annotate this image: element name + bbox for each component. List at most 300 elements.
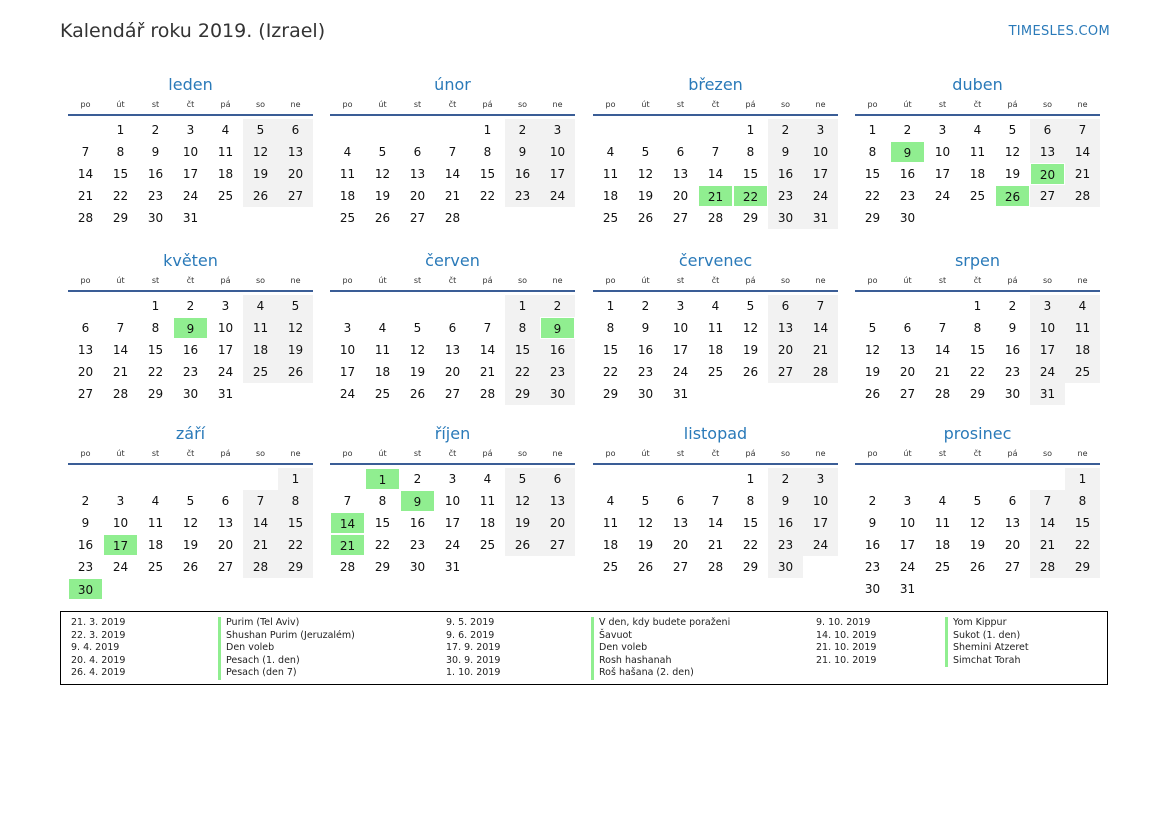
day[interactable]: 28 <box>1065 185 1100 207</box>
holiday-day[interactable]: 26 <box>995 185 1030 207</box>
holiday-day[interactable]: 9 <box>173 317 208 339</box>
day[interactable]: 10 <box>803 490 838 512</box>
day[interactable]: 29 <box>147 387 164 401</box>
day[interactable]: 28 <box>479 387 496 401</box>
day[interactable]: 15 <box>602 343 619 357</box>
day[interactable]: 26 <box>278 361 313 383</box>
day[interactable]: 10 <box>217 321 234 335</box>
day[interactable]: 4 <box>243 295 278 317</box>
day[interactable]: 9 <box>768 490 803 512</box>
day[interactable]: 12 <box>409 343 426 357</box>
day[interactable]: 21 <box>77 189 94 203</box>
day[interactable]: 15 <box>278 512 313 534</box>
day[interactable]: 15 <box>969 343 986 357</box>
day[interactable]: 6 <box>768 295 803 317</box>
day[interactable]: 11 <box>934 516 951 530</box>
day[interactable]: 22 <box>147 365 164 379</box>
day[interactable]: 13 <box>444 343 461 357</box>
day[interactable]: 2 <box>505 119 540 141</box>
day[interactable]: 15 <box>147 343 164 357</box>
day[interactable]: 19 <box>374 189 391 203</box>
day[interactable]: 7 <box>938 321 947 335</box>
day[interactable]: 17 <box>672 343 689 357</box>
day[interactable]: 9 <box>505 141 540 163</box>
day[interactable]: 21 <box>243 534 278 556</box>
day[interactable]: 6 <box>676 145 685 159</box>
day[interactable]: 11 <box>374 343 391 357</box>
day[interactable]: 29 <box>742 211 759 225</box>
day[interactable]: 27 <box>768 361 803 383</box>
day[interactable]: 25 <box>217 189 234 203</box>
day[interactable]: 14 <box>77 167 94 181</box>
day[interactable]: 15 <box>374 516 391 530</box>
day[interactable]: 3 <box>903 494 912 508</box>
day[interactable]: 27 <box>409 211 426 225</box>
day[interactable]: 30 <box>899 211 916 225</box>
day[interactable]: 15 <box>864 167 881 181</box>
day[interactable]: 27 <box>899 387 916 401</box>
day[interactable]: 12 <box>1004 145 1021 159</box>
day[interactable]: 29 <box>1065 556 1100 578</box>
day[interactable]: 18 <box>602 538 619 552</box>
day[interactable]: 18 <box>339 189 356 203</box>
day[interactable]: 25 <box>934 560 951 574</box>
day[interactable]: 6 <box>278 119 313 141</box>
day[interactable]: 11 <box>602 167 619 181</box>
day[interactable]: 5 <box>278 295 313 317</box>
day[interactable]: 30 <box>182 387 199 401</box>
day[interactable]: 4 <box>938 494 947 508</box>
day[interactable]: 11 <box>602 516 619 530</box>
day[interactable]: 25 <box>243 361 278 383</box>
day[interactable]: 4 <box>343 145 352 159</box>
day[interactable]: 2 <box>413 472 422 486</box>
day[interactable]: 19 <box>243 163 278 185</box>
day[interactable]: 4 <box>606 494 615 508</box>
day[interactable]: 7 <box>1065 119 1100 141</box>
day[interactable]: 4 <box>151 494 160 508</box>
day[interactable]: 16 <box>147 167 164 181</box>
day[interactable]: 9 <box>151 145 160 159</box>
day[interactable]: 18 <box>374 365 391 379</box>
day[interactable]: 8 <box>505 317 540 339</box>
day[interactable]: 25 <box>707 365 724 379</box>
day[interactable]: 8 <box>746 145 755 159</box>
day[interactable]: 3 <box>1030 295 1065 317</box>
day[interactable]: 19 <box>278 339 313 361</box>
day[interactable]: 2 <box>641 299 650 313</box>
day[interactable]: 22 <box>505 361 540 383</box>
day[interactable]: 7 <box>116 321 125 335</box>
day[interactable]: 10 <box>899 516 916 530</box>
day[interactable]: 15 <box>479 167 496 181</box>
day[interactable]: 14 <box>479 343 496 357</box>
day[interactable]: 21 <box>479 365 496 379</box>
day[interactable]: 13 <box>1004 516 1021 530</box>
day[interactable]: 25 <box>602 560 619 574</box>
day[interactable]: 8 <box>868 145 877 159</box>
day[interactable]: 25 <box>1065 361 1100 383</box>
day[interactable]: 13 <box>672 516 689 530</box>
day[interactable]: 4 <box>973 123 982 137</box>
day[interactable]: 8 <box>973 321 982 335</box>
day[interactable]: 24 <box>444 538 461 552</box>
day[interactable]: 2 <box>768 468 803 490</box>
day[interactable]: 17 <box>540 163 575 185</box>
day[interactable]: 10 <box>112 516 129 530</box>
day[interactable]: 2 <box>186 299 195 313</box>
day[interactable]: 26 <box>742 365 759 379</box>
day[interactable]: 13 <box>409 167 426 181</box>
day[interactable]: 24 <box>112 560 129 574</box>
day[interactable]: 18 <box>479 516 496 530</box>
day[interactable]: 15 <box>505 339 540 361</box>
day[interactable]: 19 <box>864 365 881 379</box>
day[interactable]: 12 <box>505 490 540 512</box>
day[interactable]: 4 <box>711 299 720 313</box>
day[interactable]: 23 <box>540 361 575 383</box>
day[interactable]: 6 <box>81 321 90 335</box>
day[interactable]: 3 <box>448 472 457 486</box>
day[interactable]: 29 <box>742 560 759 574</box>
day[interactable]: 14 <box>707 516 724 530</box>
day[interactable]: 11 <box>1065 317 1100 339</box>
day[interactable]: 2 <box>151 123 160 137</box>
day[interactable]: 22 <box>602 365 619 379</box>
day[interactable]: 1 <box>151 299 160 313</box>
day[interactable]: 18 <box>243 339 278 361</box>
day[interactable]: 16 <box>899 167 916 181</box>
day[interactable]: 20 <box>540 512 575 534</box>
day[interactable]: 13 <box>1030 141 1065 163</box>
day[interactable]: 2 <box>81 494 90 508</box>
day[interactable]: 20 <box>409 189 426 203</box>
day[interactable]: 23 <box>147 189 164 203</box>
day[interactable]: 20 <box>77 365 94 379</box>
holiday-day[interactable]: 14 <box>330 512 365 534</box>
day[interactable]: 8 <box>483 145 492 159</box>
day[interactable]: 6 <box>221 494 230 508</box>
day[interactable]: 23 <box>899 189 916 203</box>
day[interactable]: 25 <box>479 538 496 552</box>
day[interactable]: 23 <box>409 538 426 552</box>
day[interactable]: 29 <box>374 560 391 574</box>
day[interactable]: 21 <box>444 189 461 203</box>
day[interactable]: 5 <box>973 494 982 508</box>
day[interactable]: 11 <box>147 516 164 530</box>
day[interactable]: 1 <box>505 295 540 317</box>
day[interactable]: 13 <box>768 317 803 339</box>
day[interactable]: 28 <box>339 560 356 574</box>
day[interactable]: 24 <box>217 365 234 379</box>
day[interactable]: 2 <box>540 295 575 317</box>
day[interactable]: 18 <box>602 189 619 203</box>
day[interactable]: 18 <box>969 167 986 181</box>
day[interactable]: 20 <box>672 538 689 552</box>
day[interactable]: 5 <box>641 145 650 159</box>
day[interactable]: 28 <box>803 361 838 383</box>
day[interactable]: 9 <box>641 321 650 335</box>
day[interactable]: 14 <box>707 167 724 181</box>
day[interactable]: 16 <box>768 512 803 534</box>
day[interactable]: 7 <box>483 321 492 335</box>
day[interactable]: 12 <box>864 343 881 357</box>
day[interactable]: 21 <box>707 538 724 552</box>
day[interactable]: 24 <box>803 534 838 556</box>
day[interactable]: 29 <box>602 387 619 401</box>
day[interactable]: 12 <box>637 516 654 530</box>
day[interactable]: 21 <box>934 365 951 379</box>
day[interactable]: 22 <box>969 365 986 379</box>
day[interactable]: 20 <box>1004 538 1021 552</box>
day[interactable]: 16 <box>768 163 803 185</box>
day[interactable]: 17 <box>803 512 838 534</box>
day[interactable]: 1 <box>483 123 492 137</box>
day[interactable]: 3 <box>938 123 947 137</box>
day[interactable]: 7 <box>243 490 278 512</box>
day[interactable]: 17 <box>934 167 951 181</box>
day[interactable]: 16 <box>505 163 540 185</box>
day[interactable]: 12 <box>374 167 391 181</box>
day[interactable]: 23 <box>768 185 803 207</box>
day[interactable]: 21 <box>112 365 129 379</box>
day[interactable]: 19 <box>742 343 759 357</box>
day[interactable]: 23 <box>1004 365 1021 379</box>
day[interactable]: 17 <box>182 167 199 181</box>
day[interactable]: 26 <box>374 211 391 225</box>
day[interactable]: 29 <box>278 556 313 578</box>
day[interactable]: 16 <box>182 343 199 357</box>
day[interactable]: 7 <box>448 145 457 159</box>
day[interactable]: 26 <box>243 185 278 207</box>
day[interactable]: 17 <box>339 365 356 379</box>
day[interactable]: 16 <box>1004 343 1021 357</box>
day[interactable]: 6 <box>540 468 575 490</box>
day[interactable]: 28 <box>444 211 461 225</box>
day[interactable]: 16 <box>864 538 881 552</box>
day[interactable]: 8 <box>151 321 160 335</box>
day[interactable]: 12 <box>969 516 986 530</box>
day[interactable]: 6 <box>413 145 422 159</box>
day[interactable]: 31 <box>444 560 461 574</box>
day[interactable]: 31 <box>217 387 234 401</box>
day[interactable]: 3 <box>803 468 838 490</box>
day[interactable]: 11 <box>479 494 496 508</box>
day[interactable]: 10 <box>444 494 461 508</box>
holiday-day[interactable]: 21 <box>330 534 365 556</box>
day[interactable]: 6 <box>448 321 457 335</box>
day[interactable]: 12 <box>742 321 759 335</box>
day[interactable]: 25 <box>147 560 164 574</box>
day[interactable]: 10 <box>934 145 951 159</box>
day[interactable]: 3 <box>186 123 195 137</box>
day[interactable]: 5 <box>746 299 755 313</box>
day[interactable]: 28 <box>707 560 724 574</box>
day[interactable]: 7 <box>343 494 352 508</box>
day[interactable]: 23 <box>182 365 199 379</box>
day[interactable]: 4 <box>221 123 230 137</box>
day[interactable]: 26 <box>637 211 654 225</box>
day[interactable]: 30 <box>1004 387 1021 401</box>
day[interactable]: 9 <box>768 141 803 163</box>
day[interactable]: 15 <box>1065 512 1100 534</box>
day[interactable]: 21 <box>1065 163 1100 185</box>
day[interactable]: 16 <box>77 538 94 552</box>
holiday-day[interactable]: 20 <box>1030 163 1065 185</box>
day[interactable]: 20 <box>278 163 313 185</box>
day[interactable]: 26 <box>637 560 654 574</box>
day[interactable]: 10 <box>540 141 575 163</box>
day[interactable]: 9 <box>81 516 90 530</box>
day[interactable]: 10 <box>1030 317 1065 339</box>
day[interactable]: 19 <box>182 538 199 552</box>
day[interactable]: 22 <box>112 189 129 203</box>
day[interactable]: 15 <box>112 167 129 181</box>
day[interactable]: 2 <box>768 119 803 141</box>
day[interactable]: 16 <box>540 339 575 361</box>
day[interactable]: 6 <box>903 321 912 335</box>
day[interactable]: 19 <box>637 189 654 203</box>
day[interactable]: 18 <box>707 343 724 357</box>
day[interactable]: 19 <box>637 538 654 552</box>
day[interactable]: 6 <box>676 494 685 508</box>
day[interactable]: 30 <box>768 207 803 229</box>
day[interactable]: 27 <box>540 534 575 556</box>
day[interactable]: 5 <box>1008 123 1017 137</box>
day[interactable]: 13 <box>77 343 94 357</box>
day[interactable]: 19 <box>969 538 986 552</box>
day[interactable]: 31 <box>182 211 199 225</box>
day[interactable]: 1 <box>606 299 615 313</box>
day[interactable]: 5 <box>868 321 877 335</box>
day[interactable]: 10 <box>182 145 199 159</box>
day[interactable]: 24 <box>934 189 951 203</box>
day[interactable]: 25 <box>374 387 391 401</box>
day[interactable]: 20 <box>444 365 461 379</box>
day[interactable]: 24 <box>182 189 199 203</box>
day[interactable]: 1 <box>746 472 755 486</box>
day[interactable]: 14 <box>444 167 461 181</box>
day[interactable]: 14 <box>1065 141 1100 163</box>
day[interactable]: 28 <box>243 556 278 578</box>
day[interactable]: 18 <box>147 538 164 552</box>
holiday-day[interactable]: 1 <box>365 468 400 490</box>
day[interactable]: 11 <box>339 167 356 181</box>
day[interactable]: 28 <box>77 211 94 225</box>
day[interactable]: 25 <box>602 211 619 225</box>
day[interactable]: 11 <box>217 145 234 159</box>
day[interactable]: 22 <box>374 538 391 552</box>
day[interactable]: 17 <box>899 538 916 552</box>
holiday-day[interactable]: 9 <box>540 317 575 339</box>
day[interactable]: 12 <box>182 516 199 530</box>
day[interactable]: 19 <box>409 365 426 379</box>
day[interactable]: 22 <box>278 534 313 556</box>
day[interactable]: 5 <box>186 494 195 508</box>
day[interactable]: 22 <box>742 538 759 552</box>
day[interactable]: 24 <box>899 560 916 574</box>
day[interactable]: 4 <box>378 321 387 335</box>
day[interactable]: 31 <box>1030 383 1065 405</box>
day[interactable]: 30 <box>147 211 164 225</box>
day[interactable]: 31 <box>672 387 689 401</box>
day[interactable]: 22 <box>479 189 496 203</box>
day[interactable]: 18 <box>1065 339 1100 361</box>
day[interactable]: 10 <box>803 141 838 163</box>
day[interactable]: 30 <box>409 560 426 574</box>
day[interactable]: 27 <box>217 560 234 574</box>
day[interactable]: 3 <box>116 494 125 508</box>
day[interactable]: 21 <box>803 339 838 361</box>
day[interactable]: 10 <box>339 343 356 357</box>
day[interactable]: 2 <box>868 494 877 508</box>
day[interactable]: 10 <box>672 321 689 335</box>
day[interactable]: 30 <box>637 387 654 401</box>
day[interactable]: 27 <box>278 185 313 207</box>
day[interactable]: 28 <box>1030 556 1065 578</box>
day[interactable]: 12 <box>278 317 313 339</box>
day[interactable]: 11 <box>969 145 986 159</box>
day[interactable]: 20 <box>217 538 234 552</box>
day[interactable]: 5 <box>378 145 387 159</box>
day[interactable]: 13 <box>540 490 575 512</box>
holiday-day[interactable]: 9 <box>890 141 925 163</box>
day[interactable]: 24 <box>540 185 575 207</box>
day[interactable]: 3 <box>540 119 575 141</box>
day[interactable]: 3 <box>343 321 352 335</box>
day[interactable]: 1 <box>868 123 877 137</box>
day[interactable]: 18 <box>934 538 951 552</box>
day[interactable]: 25 <box>339 211 356 225</box>
day[interactable]: 9 <box>868 516 877 530</box>
day[interactable]: 21 <box>1030 534 1065 556</box>
day[interactable]: 19 <box>1004 167 1021 181</box>
day[interactable]: 13 <box>278 141 313 163</box>
day[interactable]: 5 <box>413 321 422 335</box>
day[interactable]: 1 <box>1065 468 1100 490</box>
day[interactable]: 8 <box>116 145 125 159</box>
day[interactable]: 13 <box>899 343 916 357</box>
day[interactable]: 27 <box>1004 560 1021 574</box>
day[interactable]: 3 <box>676 299 685 313</box>
day[interactable]: 26 <box>969 560 986 574</box>
day[interactable]: 28 <box>707 211 724 225</box>
day[interactable]: 26 <box>505 534 540 556</box>
day[interactable]: 5 <box>243 119 278 141</box>
holiday-day[interactable]: 21 <box>698 185 733 207</box>
day[interactable]: 24 <box>803 185 838 207</box>
holiday-day[interactable]: 17 <box>103 534 138 556</box>
day[interactable]: 1 <box>278 468 313 490</box>
day[interactable]: 7 <box>1030 490 1065 512</box>
day[interactable]: 27 <box>1030 185 1065 207</box>
day[interactable]: 8 <box>746 494 755 508</box>
day[interactable]: 15 <box>742 167 759 181</box>
day[interactable]: 31 <box>803 207 838 229</box>
day[interactable]: 6 <box>1008 494 1017 508</box>
day[interactable]: 23 <box>637 365 654 379</box>
day[interactable]: 11 <box>707 321 724 335</box>
day[interactable]: 29 <box>864 211 881 225</box>
day[interactable]: 8 <box>1065 490 1100 512</box>
day[interactable]: 25 <box>969 189 986 203</box>
day[interactable]: 7 <box>711 145 720 159</box>
day[interactable]: 7 <box>803 295 838 317</box>
day[interactable]: 3 <box>803 119 838 141</box>
day[interactable]: 7 <box>711 494 720 508</box>
day[interactable]: 24 <box>672 365 689 379</box>
day[interactable]: 20 <box>899 365 916 379</box>
